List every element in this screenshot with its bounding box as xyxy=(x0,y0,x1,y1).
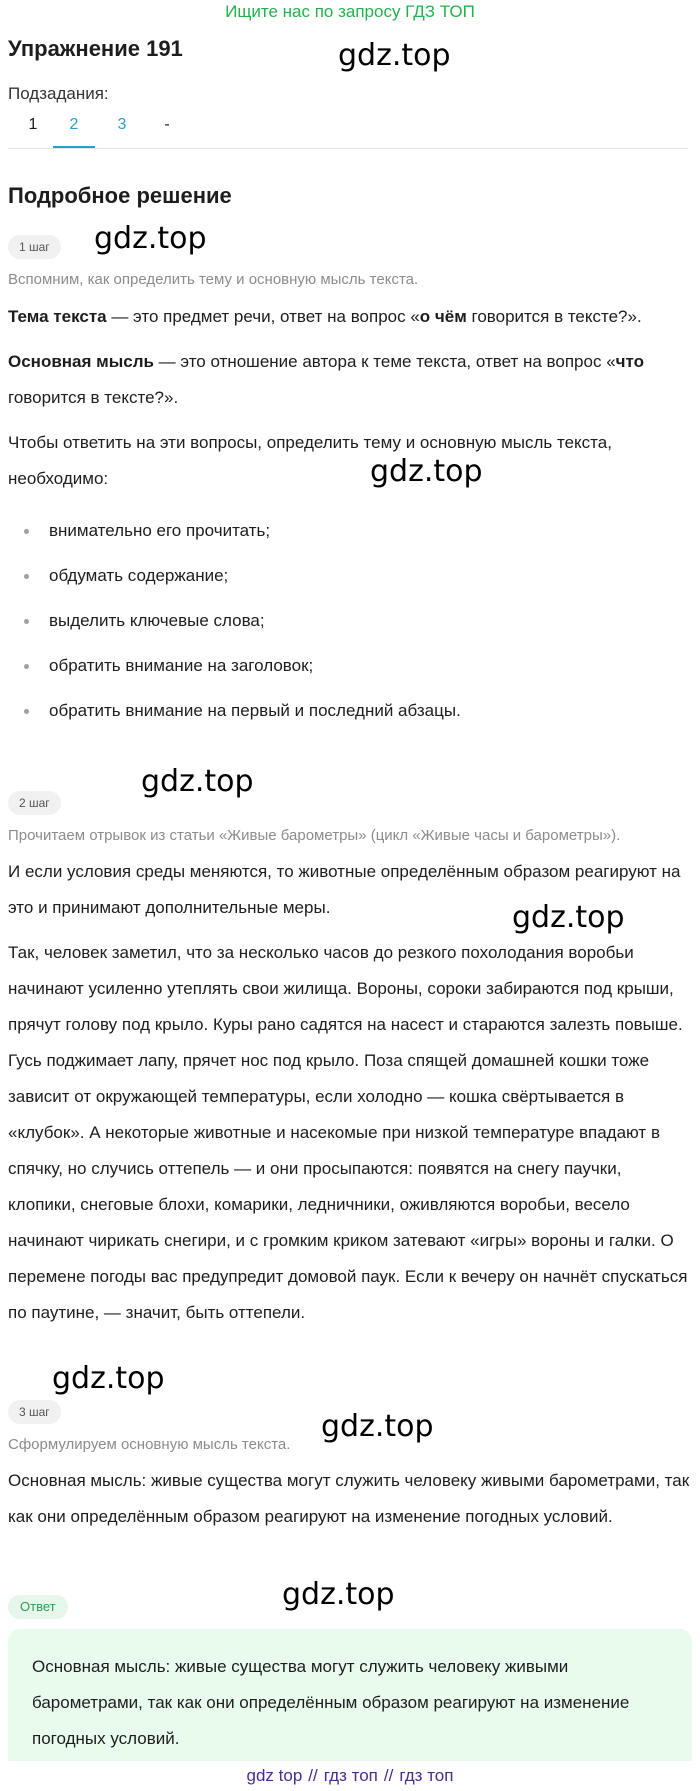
bullet-icon xyxy=(24,709,29,714)
list-item-text: выделить ключевые слова; xyxy=(49,611,265,630)
step-3-badge: 3 шаг xyxy=(8,1400,61,1424)
list-item-text: обратить внимание на заголовок; xyxy=(49,656,314,675)
watermark: gdz.top xyxy=(338,38,451,73)
watermark: gdz.top xyxy=(370,454,483,489)
list-item xyxy=(8,518,461,563)
footer-link-gdz-top-ru[interactable]: гдз топ xyxy=(323,1766,378,1785)
footer-links xyxy=(0,1761,700,1791)
watermark: gdz.top xyxy=(321,1409,434,1444)
excerpt-paragraph-1: И если условия среды меняются, то животные определённым образом реагируют на это и принимают дополнительные меры. xyxy=(8,862,681,917)
subtasks-label: Подзадания: xyxy=(8,84,109,103)
top-banner: Ищите нас по запросу ГДЗ ТОП xyxy=(225,2,475,21)
definition-text: говорится в тексте?». xyxy=(466,307,642,326)
footer-separator: // xyxy=(383,1766,394,1785)
bullet-list xyxy=(8,518,461,743)
answer-text: Основная мысль: живые существа могут служить человеку живыми барометрами, так как они определённым образом реагируют на изменение погодных условий. xyxy=(32,1657,630,1748)
answer-badge: Ответ xyxy=(8,1595,68,1619)
list-item xyxy=(8,608,461,653)
step-1-badge: 1 шаг xyxy=(8,235,61,259)
term-main-idea: Основная мысль xyxy=(8,352,154,371)
watermark: gdz.top xyxy=(52,1361,165,1396)
emphasis: что xyxy=(615,352,645,371)
tab-subtask-2[interactable]: 2 xyxy=(53,116,95,148)
term-topic: Тема текста xyxy=(8,307,107,326)
list-item xyxy=(8,698,461,743)
definition-text: — это предмет речи, ответ на вопрос « xyxy=(106,307,420,326)
bullet-icon xyxy=(24,529,29,534)
definition-text: — это отношение автора к теме текста, ответ на вопрос « xyxy=(153,352,616,371)
main-idea-paragraph: Основная мысль: живые существа могут служить человеку живыми барометрами, так как они определённым образом реагируют на изменение погодных условий. xyxy=(8,1471,690,1526)
bullet-icon xyxy=(24,664,29,669)
bullet-icon xyxy=(24,574,29,579)
step-1-hint: Вспомним, как определить тему и основную мысль текста. xyxy=(8,271,419,288)
excerpt-paragraph-2: Так, человек заметил, что за несколько часов до резкого похолодания воробьи начинают усиленно утеплять свои жилища. Вороны, сороки забираются под крыши, прячут голову под крыло. Куры рано садятся на насест и стараются залезть повыше. Гусь поджимает лапу, прячет нос под крыло. Поза спящей домашней кошки тоже зависит от окружающей температуры, если холодно — кошка свёртывается в «клубок». А некоторые животные и насекомые при низкой температуре впадают в спячку, но случись оттепель — и они просыпаются: появятся на снегу паучки, клопики, снеговые блохи, комарики, ледничники, оживляются воробьи, весело начинают чирикать снегири, и с громким криком затевают «игры» вороны и галки. О перемене погоды вас предупредит домовой паук. Если к вечеру он начнёт спускаться по паутине, — значит, быть оттепели. xyxy=(8,943,688,1322)
list-item-text: обратить внимание на первый и последний абзацы. xyxy=(49,701,461,720)
tab-subtask-1[interactable]: 1 xyxy=(28,116,38,133)
subtask-tabs xyxy=(8,112,688,149)
watermark: gdz.top xyxy=(141,764,254,799)
definition-main-idea xyxy=(8,344,692,416)
watermark: gdz.top xyxy=(282,1577,395,1612)
bullet-icon xyxy=(24,619,29,624)
footer-separator: // xyxy=(308,1766,318,1785)
footer-link-gdz-top-ru-2[interactable]: гдз топ xyxy=(399,1766,454,1785)
page-title: Упражнение 191 xyxy=(8,36,183,61)
list-item-text: внимательно его прочитать; xyxy=(49,521,271,540)
tab-subtask-dash[interactable]: - xyxy=(164,116,170,133)
instruction-paragraph: Чтобы ответить на эти вопросы, определить тему и основную мысль текста, необходимо: xyxy=(8,433,612,488)
list-item xyxy=(8,653,461,698)
watermark: gdz.top xyxy=(512,900,625,935)
step-3-hint: Сформулируем основную мысль текста. xyxy=(8,1436,291,1453)
emphasis: о чём xyxy=(419,307,467,326)
step-2-hint: Прочитаем отрывок из статьи «Живые барометры» (цикл «Живые часы и барометры»). xyxy=(8,827,621,844)
step-2-badge: 2 шаг xyxy=(8,791,61,815)
watermark: gdz.top xyxy=(94,221,207,256)
list-item xyxy=(8,563,461,608)
definition-text: говорится в тексте?». xyxy=(8,388,179,407)
footer-link-gdz-top[interactable]: gdz top xyxy=(246,1766,303,1785)
definition-topic xyxy=(8,299,692,335)
list-item-text: обдумать содержание; xyxy=(49,566,229,585)
section-title: Подробное решение xyxy=(8,183,232,208)
tab-subtask-3[interactable]: 3 xyxy=(117,116,127,133)
